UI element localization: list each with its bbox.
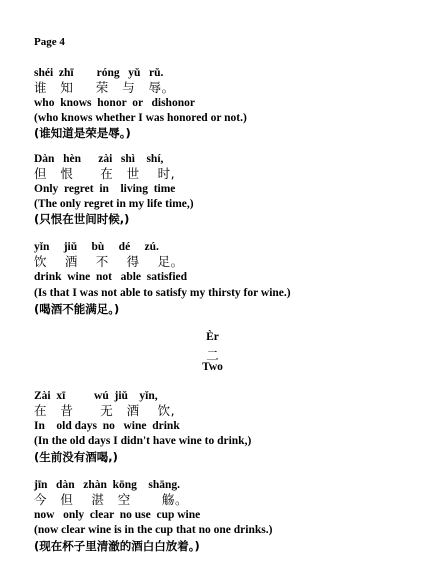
stanza5-chinese-translation: (现在杯子里清澈的酒白白放着。): [34, 539, 200, 553]
stanza3-chinese: 饮 酒 不 得 足。: [34, 254, 184, 269]
stanza4-chinese: 在 昔 无 酒 饮,: [34, 403, 176, 418]
stanza5-pinyin: jīn dàn zhàn kōng shāng.: [34, 479, 181, 491]
stanza4-translation: (In the old days I didn't have wine to drink,): [34, 435, 252, 447]
stanza3-pinyin: yǐn jiǔ bù dé zú.: [34, 241, 159, 253]
stanza4-chinese-translation: (生前没有酒喝,): [34, 450, 118, 464]
stanza2-translation: (The only regret in my life time,): [34, 198, 194, 210]
stanza2-chinese-translation: (只恨在世间时候,): [34, 212, 130, 226]
stanza4-english: In old days no wine drink: [34, 420, 180, 432]
stanza2-english: Only regret in living time: [34, 183, 176, 195]
stanza5-chinese: 今 但 湛 空 觞。: [34, 492, 189, 507]
stanza2-chinese: 但 恨 在 世 时,: [34, 166, 176, 181]
page-label: Page 4: [34, 36, 65, 48]
stanza1-english: who knows honor or dishonor: [34, 97, 195, 109]
stanza4-pinyin: Zài xī wú jiǔ yǐn,: [34, 390, 158, 402]
stanza5-translation: (now clear wine is in the cup that no one drinks.): [34, 524, 273, 536]
section-english: Two: [202, 361, 223, 373]
stanza3-chinese-translation: (喝酒不能满足。): [34, 302, 120, 316]
section-chinese: 二: [206, 348, 219, 363]
stanza5-english: now only clear no use cup wine: [34, 509, 201, 521]
stanza3-english: drink wine not able satisfied: [34, 271, 188, 283]
stanza1-chinese-translation: (谁知道是荣是辱。): [34, 126, 131, 140]
stanza1-chinese: 谁 知 荣 与 辱。: [34, 80, 175, 95]
stanza1-pinyin: shéi zhī róng yǔ rǔ.: [34, 67, 164, 79]
stanza2-pinyin: Dàn hèn zài shì shí,: [34, 153, 164, 165]
stanza1-translation: (who knows whether I was honored or not.): [34, 112, 247, 124]
stanza3-translation: (Is that I was not able to satisfy my thirsty for wine.): [34, 287, 291, 299]
section-pinyin: Èr: [206, 331, 219, 343]
